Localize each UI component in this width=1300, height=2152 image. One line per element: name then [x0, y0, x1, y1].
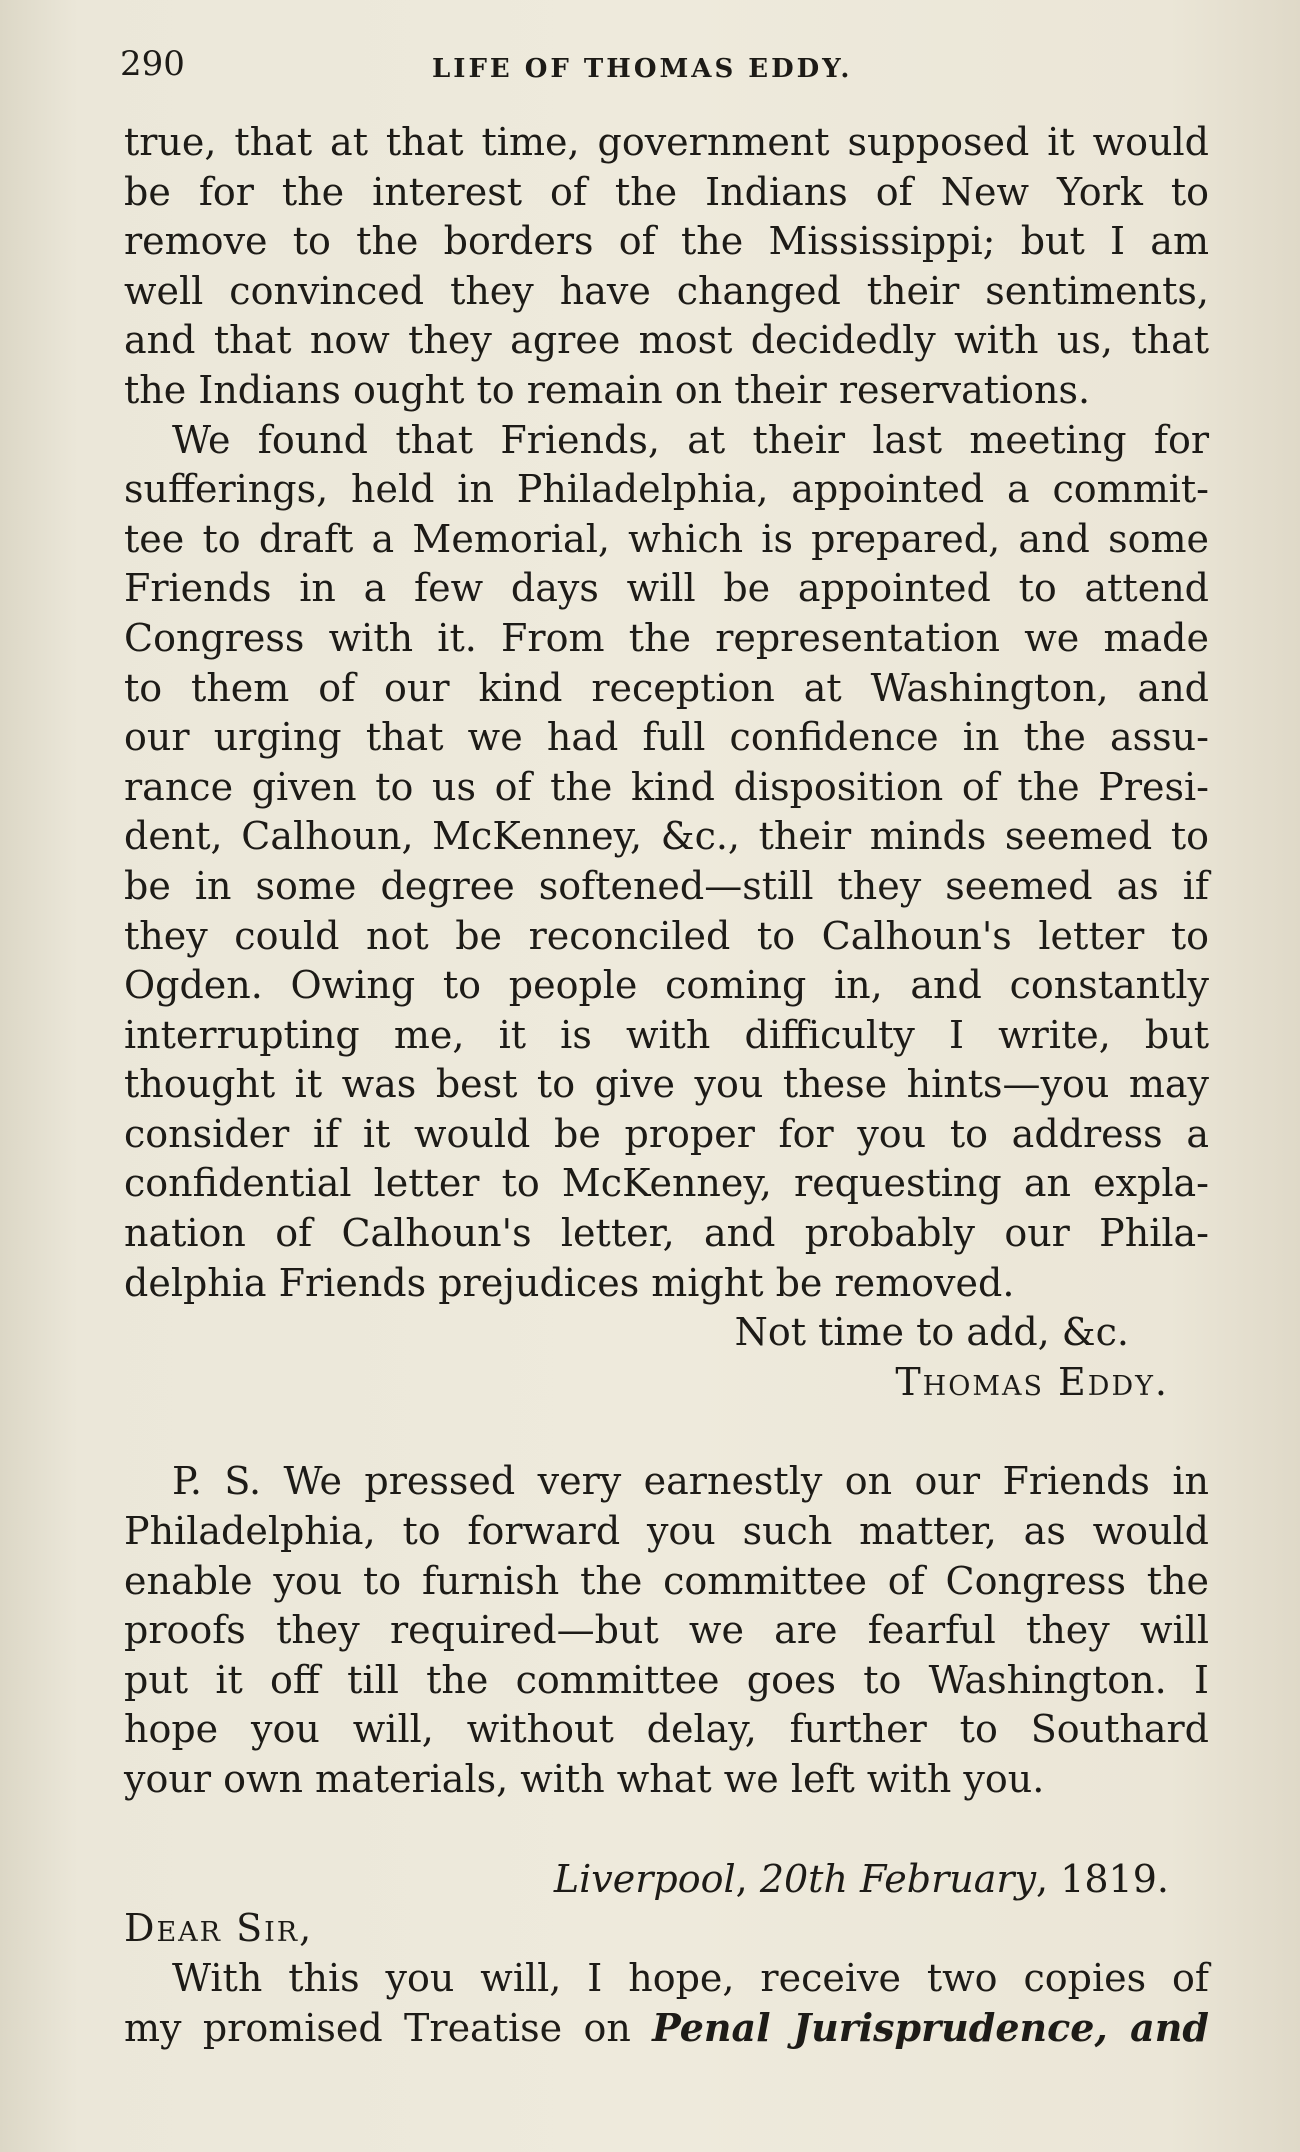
text-line: P. S. We pressed very earnestly on our Friends in [172, 1459, 1209, 1504]
text-line: they could not be reconciled to Calhoun's letter to [124, 913, 1209, 958]
text-line: the Indians ought to remain on their reservations. [124, 367, 1091, 412]
text-line: proofs they required—but we are fearful they will [124, 1608, 1209, 1653]
section-gap [124, 1805, 1209, 1855]
running-head: LIFE OF THOMAS EDDY. [432, 54, 853, 84]
text-line: remove to the borders of the Mississippi; but I am [124, 219, 1209, 264]
text-line: interrupting me, it is with difficulty I write, but [124, 1012, 1209, 1057]
paragraph-2 [124, 416, 1209, 1309]
postscript [124, 1457, 1209, 1804]
text-line: our urging that we had full confidence in the assu- [124, 715, 1209, 760]
text-line: thought it was best to give you these hints—you may [124, 1062, 1209, 1107]
text-line: nation of Calhoun's letter, and probably our Phila- [124, 1211, 1209, 1256]
text-line: sufferings, held in Philadelphia, appointed a commit- [124, 467, 1209, 512]
text-line: confidential letter to McKenney, requesting an expla- [124, 1161, 1209, 1206]
treatise-title: Penal Jurisprudence, and [652, 2005, 1209, 2051]
text-line: Ogden. Owing to people coming in, and constantly [124, 963, 1209, 1008]
text-line: delphia Friends prejudices might be removed. [124, 1260, 1015, 1305]
text-line: rance given to us of the kind disposition of the Presi- [124, 764, 1209, 809]
text-line: be in some degree softened—still they seemed as if [124, 863, 1209, 908]
text-line: With this you will, I hope, receive two copies of [172, 1955, 1209, 2000]
dateline-year: , 1819. [1036, 1856, 1169, 1901]
line-text: my promised Treatise on [124, 2006, 653, 2051]
dateline-date: 20th February [759, 1856, 1037, 1901]
text-line: Congress with it. From the representation we made [124, 615, 1209, 660]
dateline: Liverpool, 20th February, 1819. [553, 1856, 1169, 1901]
text-line: hope you will, without delay, further to Southard [124, 1707, 1209, 1752]
letter-signature: Thomas Eddy. [895, 1359, 1169, 1404]
paragraph-1 [124, 118, 1209, 416]
text-line: dent, Calhoun, McKenney, &c., their minds seemed to [124, 814, 1209, 859]
text-line: tee to draft a Memorial, which is prepared, and some [124, 516, 1209, 561]
page-header [120, 44, 1210, 94]
text-line: Friends in a few days will be appointed to attend [124, 566, 1209, 611]
letter-2 [124, 1855, 1209, 2053]
dateline-place: Liverpool [553, 1856, 736, 1901]
text-line [124, 2003, 1209, 2053]
text-line: be for the interest of the Indians of New York to [124, 169, 1209, 214]
salutation: Dear Sir, [124, 1906, 314, 1951]
body-text [124, 118, 1209, 2053]
text-line: consider if it would be proper for you to address a [124, 1111, 1209, 1156]
text-line: put it off till the committee goes to Washington. I [124, 1657, 1209, 1702]
section-gap [124, 1407, 1209, 1457]
text-line: well convinced they have changed their sentiments, [124, 268, 1209, 313]
text-line: We found that Friends, at their last meeting for [172, 417, 1209, 462]
text-line: your own materials, with what we left with you. [124, 1757, 1045, 1801]
text-line: to them of our kind reception at Washington, and [124, 665, 1209, 710]
text-line: Philadelphia, to forward you such matter, as would [124, 1509, 1209, 1554]
page-number: 290 [120, 44, 185, 84]
text-line: true, that at that time, government supposed it would [124, 120, 1209, 164]
text-line: and that now they agree most decidedly with us, that [124, 318, 1209, 363]
text-line: enable you to furnish the committee of Congress the [124, 1558, 1209, 1603]
letter-closing: Not time to add, &c. [734, 1310, 1129, 1355]
